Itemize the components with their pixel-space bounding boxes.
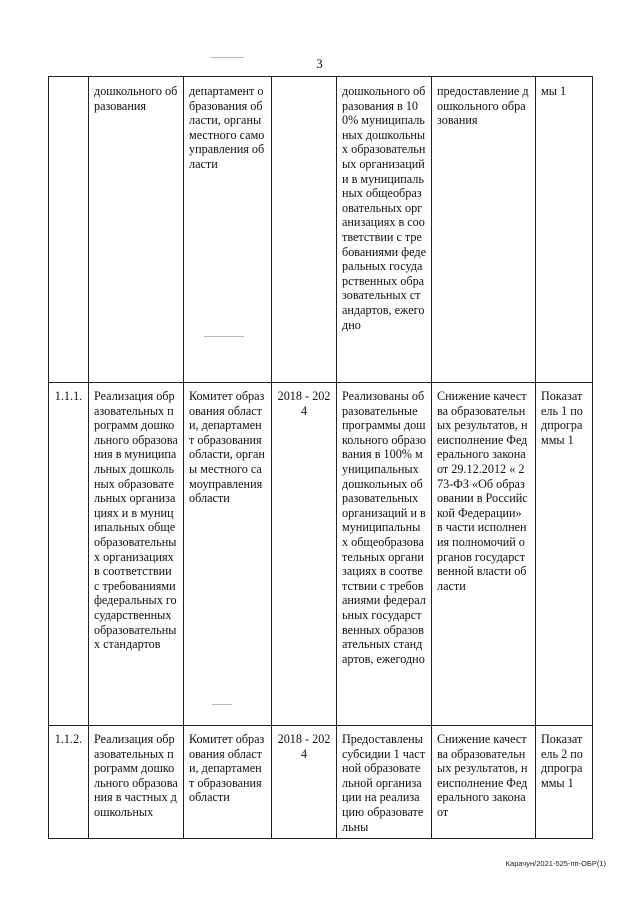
consequence: предоставление дошкольного образования	[432, 77, 536, 383]
executor: Комитет образования области, департамент образования области, органы местного самоуправления области	[184, 383, 272, 726]
executor: департамент образования области, органы местного самоуправления области	[184, 77, 272, 383]
years: 2018 - 2024	[272, 383, 337, 726]
consequence: Снижение качества образовательных результатов, неисполнение Федерального закона от 29.12.2012 « 273-ФЗ «Об образовании в Российской Федерации» в части исполнения полномочий органов государственной власти области	[432, 383, 536, 726]
consequence: Снижение качества образовательных результатов, неисполнение Федерального закона от	[432, 726, 536, 839]
expected-result: Реализованы образовательные программы дошкольного образования в 100% муниципальных дошкольных образовательных организаций и в муниципальных общеобразовательных организациях в соответствии с требованиями федеральных государственных образовательных стандартов, ежегодно	[337, 383, 432, 726]
page-number: 3	[316, 56, 323, 71]
indicator: мы 1	[536, 77, 593, 383]
row-number: 1.1.1.	[49, 383, 89, 726]
document-footer-code: Карачун/2021-525-пп-ОБР(1)	[505, 859, 606, 868]
table-row	[49, 726, 593, 839]
executor: Комитет образования области, департамент образования области	[184, 726, 272, 839]
scan-artifact	[210, 57, 244, 58]
row-number	[49, 77, 89, 383]
expected-result: дошкольного образования в 100% муниципальных дошкольных образовательных организаций и в муниципальных общеобразовательных организациях в соответствии с требованиями федеральных государственных образовательных стандартов, ежегодно	[337, 77, 432, 383]
row-number: 1.1.2.	[49, 726, 89, 839]
measure-name: Реализация образовательных программ дошкольного образования в муниципальных дошкольных образовательных организациях и в муниципальных общеобразовательных организациях в соответствии с требованиями федеральных государственных образовательных стандартов	[89, 383, 184, 726]
indicator: Показатель 1 подпрограммы 1	[536, 383, 593, 726]
measure-name: Реализация образовательных программ дошкольного образования в частных дошкольных	[89, 726, 184, 839]
expected-result: Предоставлены субсидии 1 частной образовательной организации на реализацию образовательны	[337, 726, 432, 839]
years	[272, 77, 337, 383]
table-row	[49, 77, 593, 383]
table-row	[49, 383, 593, 726]
measures-table	[48, 76, 593, 839]
years: 2018 - 2024	[272, 726, 337, 839]
indicator: Показатель 2 подпрограммы 1	[536, 726, 593, 839]
measure-name: дошкольного образования	[89, 77, 184, 383]
